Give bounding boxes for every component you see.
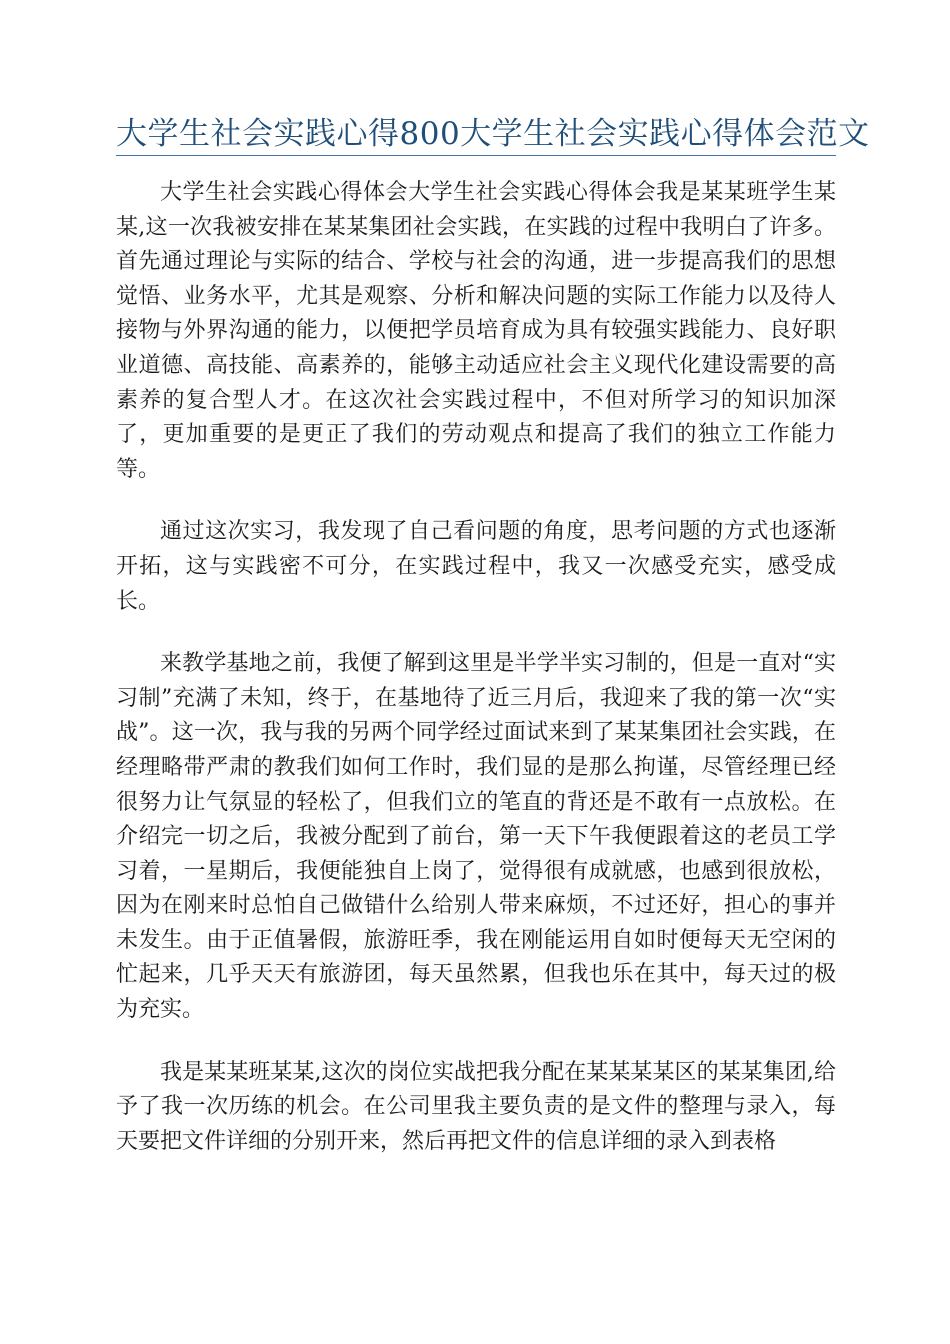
paragraph-4: 我是某某班某某,这次的岗位实战把我分配在某某某某区的某某集团,给予了我一次历练的机会。在公司里我主要负责的是文件的整理与录入，每天要把文件详细的分别开来，然后再把文件的信息详细的录入到表格 — [116, 1059, 836, 1154]
document-title: 大学生社会实践心得800大学生社会实践心得体会范文 — [116, 116, 870, 152]
document-body — [116, 176, 836, 1187]
paragraph-1: 大学生社会实践心得体会大学生社会实践心得体会我是某某班学生某某,这一次我被安排在某某集团社会实践，在实践的过程中我明白了许多。首先通过理论与实际的结合、学校与社会的沟通，进一步提高我们的思想觉悟、业务水平，尤其是观察、分析和解决问题的实际工作能力以及待人接物与外界沟通的能力，以便把学员培育成为具有较强实践能力、良好职业道德、高技能、高素养的，能够主动适应社会主义现代化建设需要的高素养的复合型人才。在这次社会实践过程中，不但对所学习的知识加深了，更加重要的是更正了我们的劳动观点和提高了我们的独立工作能力等。 — [116, 180, 836, 482]
title-container — [116, 112, 870, 156]
title-underline — [116, 155, 836, 156]
paragraph-3: 来教学基地之前，我便了解到这里是半学半实习制的，但是一直对“实习制”充满了未知，终于，在基地待了近三月后，我迎来了我的第一次“实战”。这一次，我与我的另两个同学经过面试来到了某某集团社会实践，在经理略带严肃的教我们如何工作时，我们显的是那么拘谨，尽管经理已经很努力让气氛显的轻松了，但我们立的笔直的背还是不敢有一点放松。在介绍完一切之后，我被分配到了前台，第一天下午我便跟着这的老员工学习着，一星期后，我便能独自上岗了，觉得很有成就感，也感到很放松，因为在刚来时总怕自己做错什么给别人带来麻烦，不过还好，担心的事并未发生。由于正值暑假，旅游旺季，我在刚能运用自如时便每天无空闲的忙起来，几乎天天有旅游团，每天虽然累，但我也乐在其中，每天过的极为充实。 — [116, 651, 836, 1023]
paragraph-2: 通过这次实习，我发现了自己看问题的角度，思考问题的方式也逐渐开拓，这与实践密不可分，在实践过程中，我又一次感受充实，感受成长。 — [116, 519, 836, 614]
